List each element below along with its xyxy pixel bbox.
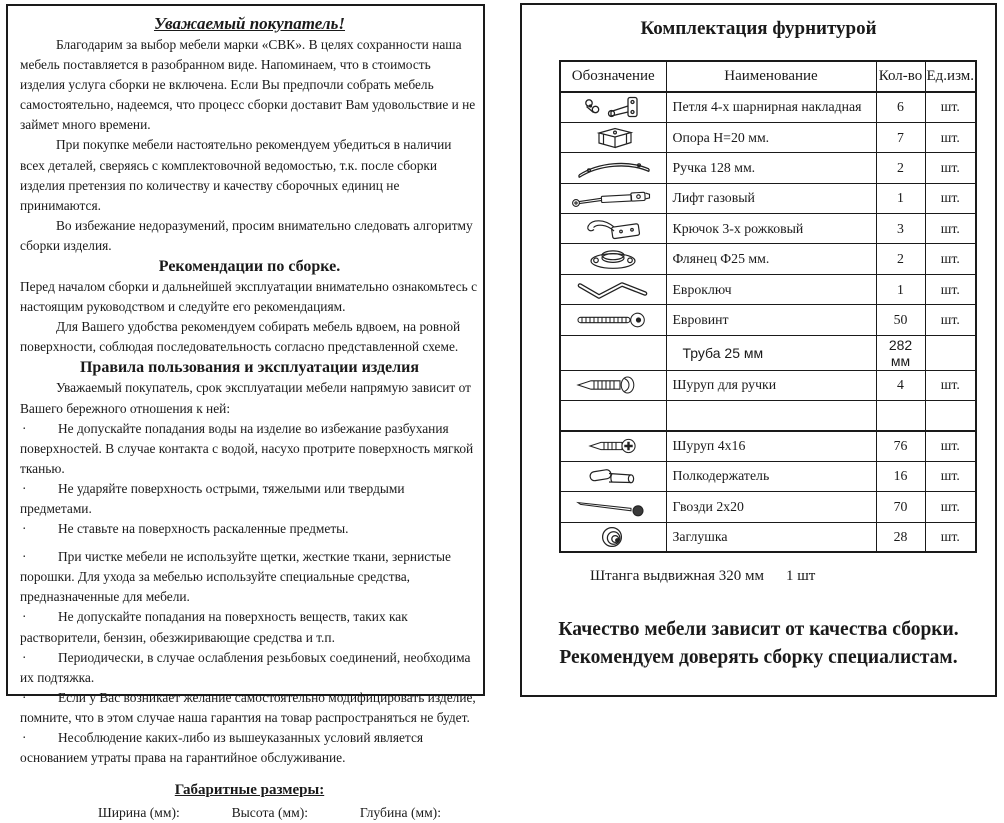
item-name: Опора Н=20 мм. — [666, 122, 876, 152]
paragraph: Для Вашего удобства рекомендуем собирать мебель вдвоем, на ровной поверхности, соблюдая последовательность согласно представленной схеме. — [20, 319, 461, 355]
quality-statement-line2: Рекомендуем доверять сборку специалистам. — [559, 646, 958, 668]
item-unit — [925, 401, 976, 431]
item-qty: 28 — [876, 522, 925, 552]
item-qty: 6 — [876, 92, 925, 122]
table-row — [560, 214, 976, 244]
item-name: Полкодержатель — [666, 461, 876, 491]
item-name: Гвозди 2х20 — [666, 492, 876, 522]
item-name: Ручка 128 мм. — [666, 153, 876, 183]
bullet-marker: · — [22, 730, 27, 745]
bullet-marker: · — [22, 480, 27, 496]
cap-icon — [560, 522, 666, 552]
bullet-item: · Не ударяйте поверхность острыми, тяжелыми или твердыми предметами. — [20, 480, 405, 516]
paragraph: Уважаемый покупатель, срок эксплуатации мебели напрямую зависит от Вашего бережного отношения к ней: — [20, 380, 471, 416]
right-page — [520, 3, 997, 697]
quality-statement — [522, 616, 995, 671]
euro-screw-icon — [560, 305, 666, 335]
table-row — [560, 244, 976, 274]
item-unit: шт. — [925, 431, 976, 461]
item-qty: 7 — [876, 122, 925, 152]
bullet-marker: · — [22, 609, 27, 625]
item-unit: шт. — [925, 214, 976, 244]
page-title: Уважаемый покупатель! — [153, 14, 346, 33]
depth-label: Глубина (мм): — [359, 805, 441, 821]
bullet-marker: · — [22, 420, 27, 436]
hinge-icon — [560, 92, 666, 122]
empty-icon-cell — [560, 335, 666, 370]
handle-screw-icon — [560, 370, 666, 400]
item-name: Лифт газовый — [666, 183, 876, 213]
table-row — [560, 492, 976, 522]
item-name: Флянец Ф25 мм. — [666, 244, 876, 274]
bullet-item: · Несоблюдение каких-либо из вышеуказанных условий является основанием утраты права на гарантийное обслуживание. — [20, 730, 424, 766]
item-qty: 76 — [876, 431, 925, 461]
paragraph: Благодарим за выбор мебели марки «СВК». В целях сохранности наша мебель поставляется в разобранном виде. Напоминаем, что в стоимость изделия услуга сборки не включена. Если Вы предпочли собрать мебель самостоятельно, надеемся, что процесс сборки доставит Вам удовольствие и не займет много времени. — [20, 37, 476, 133]
column-header-designation: Обозначение — [560, 61, 666, 92]
paragraph: При покупке мебели настоятельно рекомендуем убедиться в наличии всех деталей, сверяясь с комплектовочной ведомостью, т.к. после сборки изделия претензия по количеству и качеству сборочных единиц не принимаются. — [20, 137, 452, 213]
handle-icon — [560, 153, 666, 183]
bullet-marker: · — [22, 649, 27, 665]
column-header-qty: Кол-во — [876, 61, 925, 92]
item-name: Петля 4-х шарнирная накладная — [666, 92, 876, 122]
nail-icon — [560, 492, 666, 522]
pull-out-rod-note — [590, 566, 995, 586]
bullet-item: · Периодически, в случае ослабления резьбовых соединений, необходима их подтяжка. — [20, 649, 471, 685]
item-qty: 282 мм — [876, 335, 925, 370]
item-name: Заглушка — [666, 522, 876, 552]
empty-icon-cell — [560, 401, 666, 431]
item-unit: шт. — [925, 92, 976, 122]
paragraph: Во избежание недоразумений, просим внимательно следовать алгоритму сборки изделия. — [20, 217, 473, 253]
rod-note-label: Штанга выдвижная 320 мм — [590, 568, 764, 585]
item-name: Шуруп 4х16 — [666, 431, 876, 461]
item-unit: шт. — [925, 244, 976, 274]
shelf-pin-icon — [560, 461, 666, 491]
item-unit: шт. — [925, 370, 976, 400]
item-qty: 50 — [876, 305, 925, 335]
table-row — [560, 153, 976, 183]
gas-lift-icon — [560, 183, 666, 213]
item-qty: 2 — [876, 153, 925, 183]
item-qty: 16 — [876, 461, 925, 491]
dimensions-heading: Габаритные размеры: — [174, 782, 325, 799]
table-row — [560, 335, 976, 370]
item-unit: шт. — [925, 522, 976, 552]
item-qty: 4 — [876, 370, 925, 400]
bullet-marker: · — [22, 689, 27, 705]
bullet-item: · Не ставьте на поверхность раскаленные предметы. — [20, 519, 479, 539]
item-name: Шуруп для ручки — [666, 370, 876, 400]
item-unit: шт. — [925, 274, 976, 304]
paragraph: Перед началом сборки и дальнейшей эксплуатации внимательно ознакомьтесь с настоящим руководством и следуйте его рекомендациям. — [20, 279, 478, 315]
hook-icon — [560, 214, 666, 244]
hex-key-icon — [560, 274, 666, 304]
table-row — [560, 370, 976, 400]
item-name: Евровинт — [666, 305, 876, 335]
left-page — [6, 4, 485, 821]
table-row — [560, 431, 976, 461]
height-label: Высота (мм): — [231, 805, 309, 821]
item-qty: 3 — [876, 214, 925, 244]
dimensions-block — [20, 780, 479, 823]
support-icon — [560, 122, 666, 152]
item-qty — [876, 401, 925, 431]
page-title: Комплектация фурнитурой — [640, 18, 877, 39]
item-name — [666, 401, 876, 431]
item-name: Евроключ — [666, 274, 876, 304]
table-row — [560, 122, 976, 152]
rod-note-qty: 1 шт — [785, 568, 816, 585]
item-unit — [925, 335, 976, 370]
hardware-table — [559, 60, 977, 553]
item-unit: шт. — [925, 153, 976, 183]
table-row — [560, 92, 976, 122]
flange-icon — [560, 244, 666, 274]
column-header-unit: Ед.изм. — [925, 61, 976, 92]
item-name: Крючок 3-х рожковый — [666, 214, 876, 244]
table-header-row — [560, 61, 976, 92]
item-unit: шт. — [925, 461, 976, 491]
item-unit: шт. — [925, 492, 976, 522]
dimensions-row — [20, 803, 479, 823]
bullet-item: · Если у Вас возникает желание самостоятельно модифицировать изделие, помните, что в этом случае наша гарантия на товар распространяться не будет. — [20, 689, 476, 725]
item-qty: 2 — [876, 244, 925, 274]
item-qty: 1 — [876, 274, 925, 304]
column-header-name: Наименование — [666, 61, 876, 92]
item-name: Труба 25 мм — [666, 335, 876, 370]
left-page-body — [20, 35, 479, 768]
item-unit: шт. — [925, 305, 976, 335]
table-row — [560, 401, 976, 431]
section-heading: Рекомендации по сборке. — [158, 258, 341, 276]
bullet-marker: · — [22, 521, 27, 537]
bullet-item: · При чистке мебели не используйте щетки, жесткие ткани, зернистые порошки. Для ухода за мебелью используйте специальные средства, предназначенные для мебели. — [20, 549, 451, 605]
bullet-marker: · — [22, 549, 27, 565]
item-unit: шт. — [925, 183, 976, 213]
section-heading: Правила пользования и эксплуатации изделия — [79, 359, 420, 377]
bullet-item: · Не допускайте попадания воды на изделие во избежание разбухания поверхностей. В случае контакта с водой, насухо протрите поверхность мягкой тканью. — [20, 420, 474, 476]
table-row — [560, 183, 976, 213]
table-row — [560, 274, 976, 304]
table-row — [560, 305, 976, 335]
table-row — [560, 461, 976, 491]
quality-statement-line1: Качество мебели зависит от качества сборки. — [558, 619, 959, 641]
item-qty: 70 — [876, 492, 925, 522]
table-row — [560, 522, 976, 552]
screw-icon — [560, 431, 666, 461]
width-label: Ширина (мм): — [98, 805, 180, 821]
item-qty: 1 — [876, 183, 925, 213]
bullet-item: · Не допускайте попадания на поверхность веществ, таких как растворители, бензин, обезжиривающие средства и т.п. — [20, 609, 408, 645]
item-unit: шт. — [925, 122, 976, 152]
